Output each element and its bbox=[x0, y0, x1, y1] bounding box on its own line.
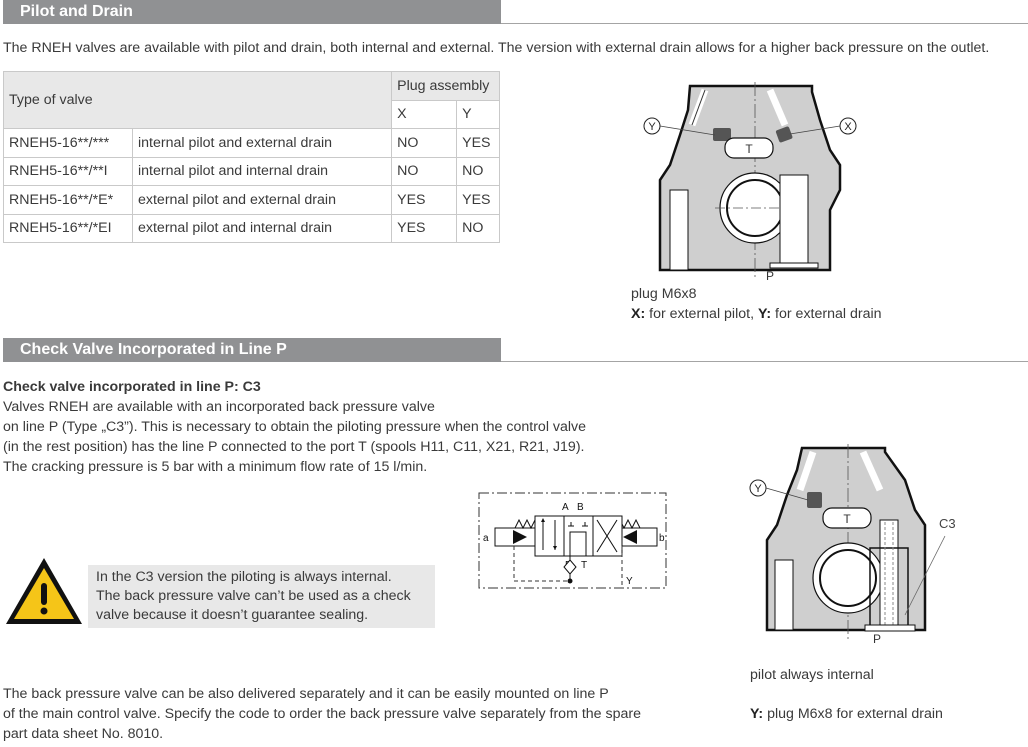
caption-y-plug: Y: plug M6x8 for external drain bbox=[750, 706, 943, 722]
valve-body-diagram-pilot-drain bbox=[630, 80, 870, 285]
warning-triangle-icon bbox=[4, 555, 84, 627]
plug-assembly-table bbox=[3, 71, 500, 243]
table-row bbox=[4, 186, 500, 215]
svg-text:A: A bbox=[562, 502, 569, 513]
caption-plug: plug M6x8 bbox=[631, 286, 697, 302]
warning-note bbox=[88, 565, 435, 628]
valve-description: internal pilot and internal drain bbox=[133, 157, 392, 186]
svg-text:C3: C3 bbox=[939, 516, 956, 531]
svg-text:Y: Y bbox=[648, 121, 656, 133]
valve-code: RNEH5-16**/*E* bbox=[4, 186, 133, 215]
valve-code: RNEH5-16**/*EI bbox=[4, 214, 133, 243]
plug-x-value: YES bbox=[392, 186, 457, 215]
plug-y-value: YES bbox=[457, 129, 500, 158]
description-line: (in the rest position) has the line P connected to the port T (spools H11, C11, X21, R21, J19). bbox=[3, 439, 585, 455]
plug-x-value: NO bbox=[392, 129, 457, 158]
warning-line: The back pressure valve can’t be used as a check bbox=[96, 588, 411, 604]
plug-assembly-header: Plug assembly bbox=[392, 72, 500, 101]
caption-xy: X: for external pilot, Y: for external drain bbox=[631, 306, 882, 322]
valve-description: external pilot and external drain bbox=[133, 186, 392, 215]
check-valve-description bbox=[3, 377, 663, 477]
svg-text:b: b bbox=[659, 533, 665, 544]
footer-line: part data sheet No. 8010. bbox=[3, 726, 164, 742]
table-row bbox=[4, 214, 500, 243]
valve-description: external pilot and internal drain bbox=[133, 214, 392, 243]
description-line: The cracking pressure is 5 bar with a minimum flow rate of 15 l/min. bbox=[3, 459, 428, 475]
section-title: Pilot and Drain bbox=[20, 3, 133, 20]
svg-text:Y: Y bbox=[626, 576, 633, 587]
svg-text:T: T bbox=[843, 512, 851, 526]
diagram1-caption bbox=[631, 284, 882, 324]
section-header-check-valve bbox=[3, 338, 501, 362]
caption-pilot-internal: pilot always internal bbox=[750, 667, 874, 683]
svg-text:X: X bbox=[844, 121, 852, 133]
description-line: Valves RNEH are available with an incorporated back pressure valve bbox=[3, 399, 435, 415]
plug-x-value: NO bbox=[392, 157, 457, 186]
valve-body-diagram-c3 bbox=[745, 440, 970, 650]
plug-x-value: YES bbox=[392, 214, 457, 243]
svg-text:P: P bbox=[765, 269, 775, 283]
table-row bbox=[4, 129, 500, 158]
col-y-header: Y bbox=[457, 100, 500, 129]
plug-y-value: YES bbox=[457, 186, 500, 215]
hydraulic-schematic bbox=[475, 490, 670, 592]
type-of-valve-header: Type of valve bbox=[4, 72, 392, 129]
warning-line: In the C3 version the piloting is always internal. bbox=[96, 569, 392, 585]
valve-description: internal pilot and external drain bbox=[133, 129, 392, 158]
warning-line: valve because it doesn’t guarantee sealing. bbox=[96, 607, 369, 623]
svg-text:B: B bbox=[577, 502, 584, 513]
svg-text:a: a bbox=[483, 533, 489, 544]
section-rule bbox=[501, 361, 1028, 362]
valve-code: RNEH5-16**/*** bbox=[4, 129, 133, 158]
svg-text:T: T bbox=[745, 142, 753, 156]
plug-y-value: NO bbox=[457, 157, 500, 186]
footer-line: of the main control valve. Specify the code to order the back pressure valve separately from the spare bbox=[3, 706, 641, 722]
svg-text:Y: Y bbox=[754, 483, 762, 495]
svg-text:T: T bbox=[581, 560, 588, 571]
table-row bbox=[4, 157, 500, 186]
description-line: on line P (Type „C3”). This is necessary to obtain the piloting pressure when the control valve bbox=[3, 419, 587, 435]
plug-y-value: NO bbox=[457, 214, 500, 243]
section-rule bbox=[501, 23, 1028, 24]
svg-text:P: P bbox=[872, 632, 882, 646]
footer-line: The back pressure valve can be also delivered separately and it can be easily mounted on line P bbox=[3, 686, 609, 702]
valve-code: RNEH5-16**/**I bbox=[4, 157, 133, 186]
col-x-header: X bbox=[392, 100, 457, 129]
section-header-pilot-drain bbox=[3, 0, 501, 24]
section-title: Check Valve Incorporated in Line P bbox=[20, 341, 287, 358]
intro-paragraph: The RNEH valves are available with pilot and drain, both internal and external. The version with external drain allows for a higher back pressure on the outlet. bbox=[3, 40, 990, 56]
footer-paragraph bbox=[3, 684, 683, 744]
check-valve-subtitle: Check valve incorporated in line P: C3 bbox=[3, 379, 261, 395]
